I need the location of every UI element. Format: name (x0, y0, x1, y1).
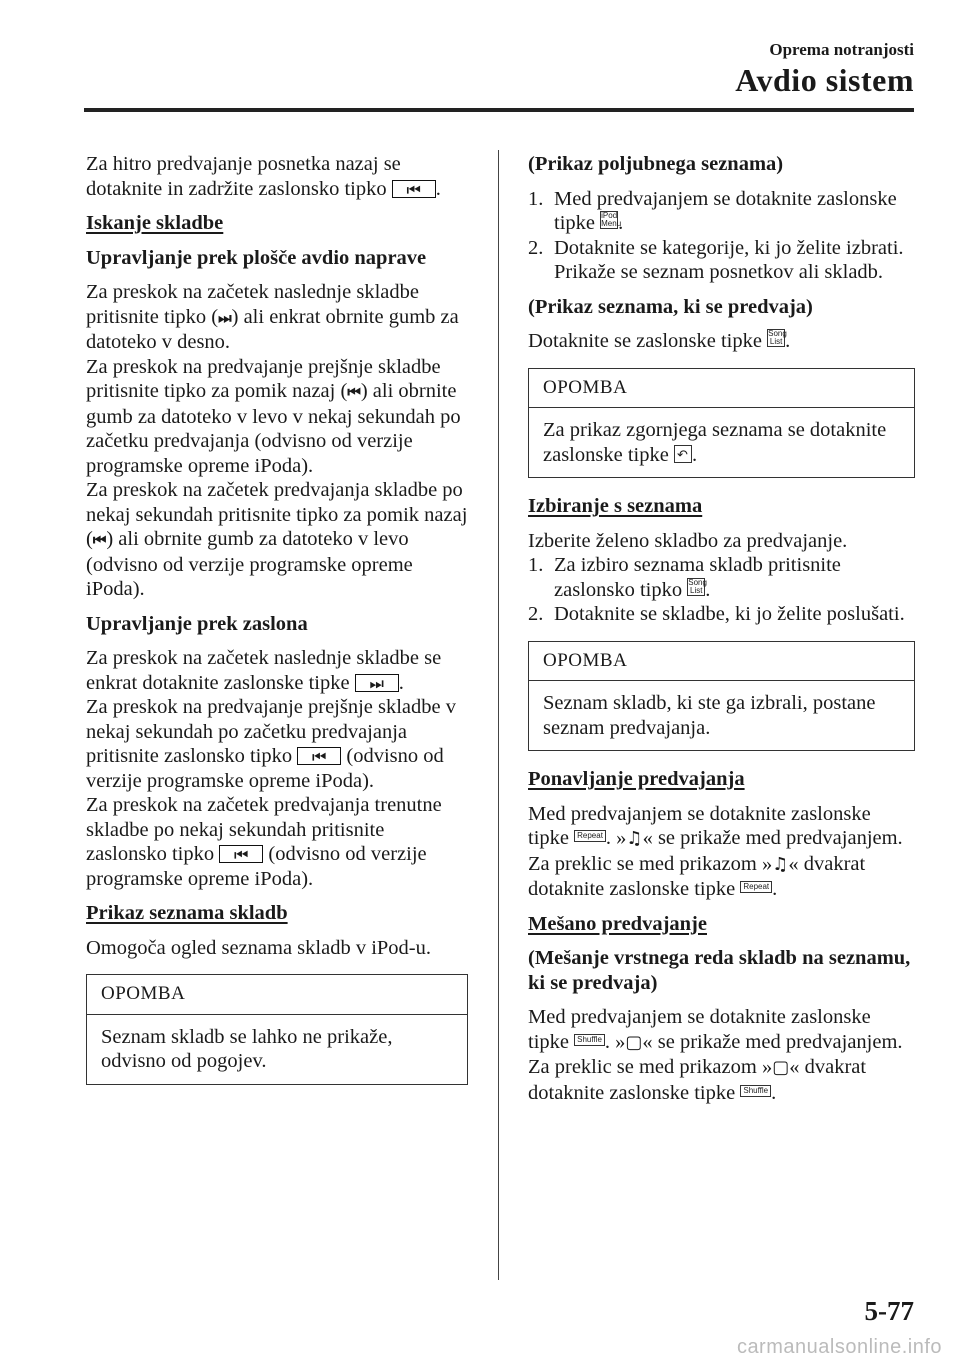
page-number: 5-77 (864, 1296, 914, 1326)
search-heading: Iskanje skladbe (86, 212, 224, 234)
song-list-heading: Prikaz seznama skladb (86, 902, 288, 924)
repeat-key-icon: Repeat (740, 881, 772, 893)
note-box (528, 368, 915, 479)
skip-forward-icon: ⏭ (218, 308, 232, 327)
shuffle-off-paragraph: Za preklic se med prikazom »▢« dvakrat dotaknite zaslonske tipke Shuffle . (528, 1056, 867, 1104)
note-text: Seznam skladb se lahko ne prikaže, odvisno od pogojev. (101, 1025, 393, 1072)
shuffle-on-paragraph: Med predvajanjem se dotaknite zaslonske tipke Shuffle . »▢« se prikaže med predvajanjem. (528, 1006, 903, 1053)
page-title: Avdio sistem (735, 62, 914, 98)
select-paragraph: Izberite želeno skladbo za predvajanje. (528, 529, 848, 552)
repeat-key-icon: Repeat (574, 830, 606, 842)
rewind-paragraph: Za hitro predvajanje posnetka nazaj se dotaknite in zadržite zaslonsko tipko ⏮. (86, 152, 468, 201)
repeat-heading: Ponavljanje predvajanja (528, 768, 745, 790)
skip-back-icon: ⏮ (92, 531, 107, 549)
list-item: 1. Za izbiro seznama skladb pritisnite zaslonsko tipko Song List . (528, 554, 841, 601)
panel-next-paragraph: Za preskok na začetek naslednje skladbe pritisnite tipko (⏭) ali enkrat obrnite gumb za datoteko v desno. (86, 281, 459, 353)
music-note-icon: ♫ (772, 853, 789, 875)
screen-next-paragraph: Za preskok na začetek naslednje skladbe se enkrat dotaknite zaslonske tipke ⏭. (86, 646, 468, 695)
favorite-list-heading: (Prikaz poljubnega seznama) (528, 153, 784, 175)
screen-heading: Upravljanje prek zaslona (86, 612, 308, 635)
select-steps (528, 553, 915, 627)
list-item: 1. Med predvajanjem se dotaknite zaslonske tipke iPod Menu. (528, 187, 897, 234)
left-column (86, 152, 468, 1101)
note-text: Seznam skladb, ki ste ga izbrali, postane seznam predvajanja. (543, 692, 876, 739)
shuffle-key-icon: Shuffle (740, 1085, 771, 1097)
shuffle-key-icon: Shuffle (574, 1034, 605, 1046)
select-heading: Izbiranje s seznama (528, 495, 703, 517)
panel-restart-paragraph: Za preskok na začetek predvajanja skladbe po nekaj sekundah pritisnite tipko za pomik nazaj (⏮) ali obrnite gumb za datoteko v levo (odvisno od verzije programske opreme iPoda). (86, 479, 468, 600)
panel-prev-paragraph: Za preskok na predvajanje prejšnje skladbe pritisnite tipko za pomik nazaj (⏮) ali obrnite gumb za datoteko v levo v nekaj sekundah po začetku predvajanja (odvisno od verzije programske opreme iPoda). (86, 355, 461, 477)
column-divider (498, 150, 499, 1280)
list-item: 2. Dotaknite se skladbe, ki jo želite poslušati. (528, 603, 905, 625)
repeat-off-paragraph: Za preklic se med prikazom »♫« dvakrat dotaknite zaslonske tipke Repeat . (528, 852, 866, 900)
panel-heading: Upravljanje prek plošče avdio naprave (86, 246, 427, 269)
note-label: OPOMBA (529, 642, 914, 682)
watermark: carmanualsonline.info (736, 1336, 942, 1358)
screen-restart-paragraph: Za preskok na začetek predvajanja trenutne skladbe po nekaj sekundah pritisnite zaslonsko tipko ⏮ (odvisno od verzije programske opreme iPoda). (86, 793, 468, 891)
favorite-steps (528, 187, 915, 285)
note-box (528, 641, 915, 752)
repeat-on-paragraph: Med predvajanjem se dotaknite zaslonske tipke Repeat . »♫« se prikaže med predvajanjem. (528, 802, 903, 849)
skip-back-icon: ⏮ (347, 383, 361, 401)
shuffle-subheading: (Mešanje vrstnega reda skladb na seznamu, ki se predvaja) (528, 947, 911, 994)
right-column (528, 152, 915, 1115)
note-label: OPOMBA (529, 369, 914, 409)
music-note-icon: ♫ (626, 828, 643, 849)
section-title: Oprema notranjosti (769, 40, 914, 59)
back-arrow-icon (674, 445, 692, 463)
note-box (86, 974, 468, 1085)
note-text: Za prikaz zgornjega seznama se dotaknite zaslonske tipke ↶. (529, 408, 914, 477)
ipod-menu-key-icon: iPod Menu (601, 211, 622, 228)
list-item: 2. Dotaknite se kategorije, ki jo želite izbrati. Prikaže se seznam posnetkov ali skladb. (528, 236, 904, 283)
shuffle-square-icon: ▢ (625, 1031, 643, 1053)
playing-list-paragraph: Dotaknite se zaslonske tipke Song List . (528, 329, 791, 352)
screen-prev-paragraph: Za preskok na predvajanje prejšnje skladbe v nekaj sekundah po začetku predvajanja pritisnite zaslonsko tipko ⏮ (odvisno od verzije programske opreme iPoda). (86, 695, 468, 793)
song-list-paragraph: Omogoča ogled seznama skladb v iPod-u. (86, 936, 432, 959)
skip-back-icon (219, 845, 263, 863)
shuffle-square-icon: ▢ (772, 1057, 790, 1078)
skip-back-icon (297, 747, 341, 765)
playing-list-heading: (Prikaz seznama, ki se predvaja) (528, 295, 813, 318)
song-list-key-icon: Song List (688, 577, 707, 595)
song-list-key-icon: Song List (768, 329, 787, 346)
note-label: OPOMBA (87, 975, 467, 1015)
shuffle-heading: Mešano predvajanje (528, 912, 707, 935)
header-divider (84, 108, 914, 112)
skip-back-icon (392, 180, 436, 198)
skip-forward-icon (355, 674, 399, 692)
